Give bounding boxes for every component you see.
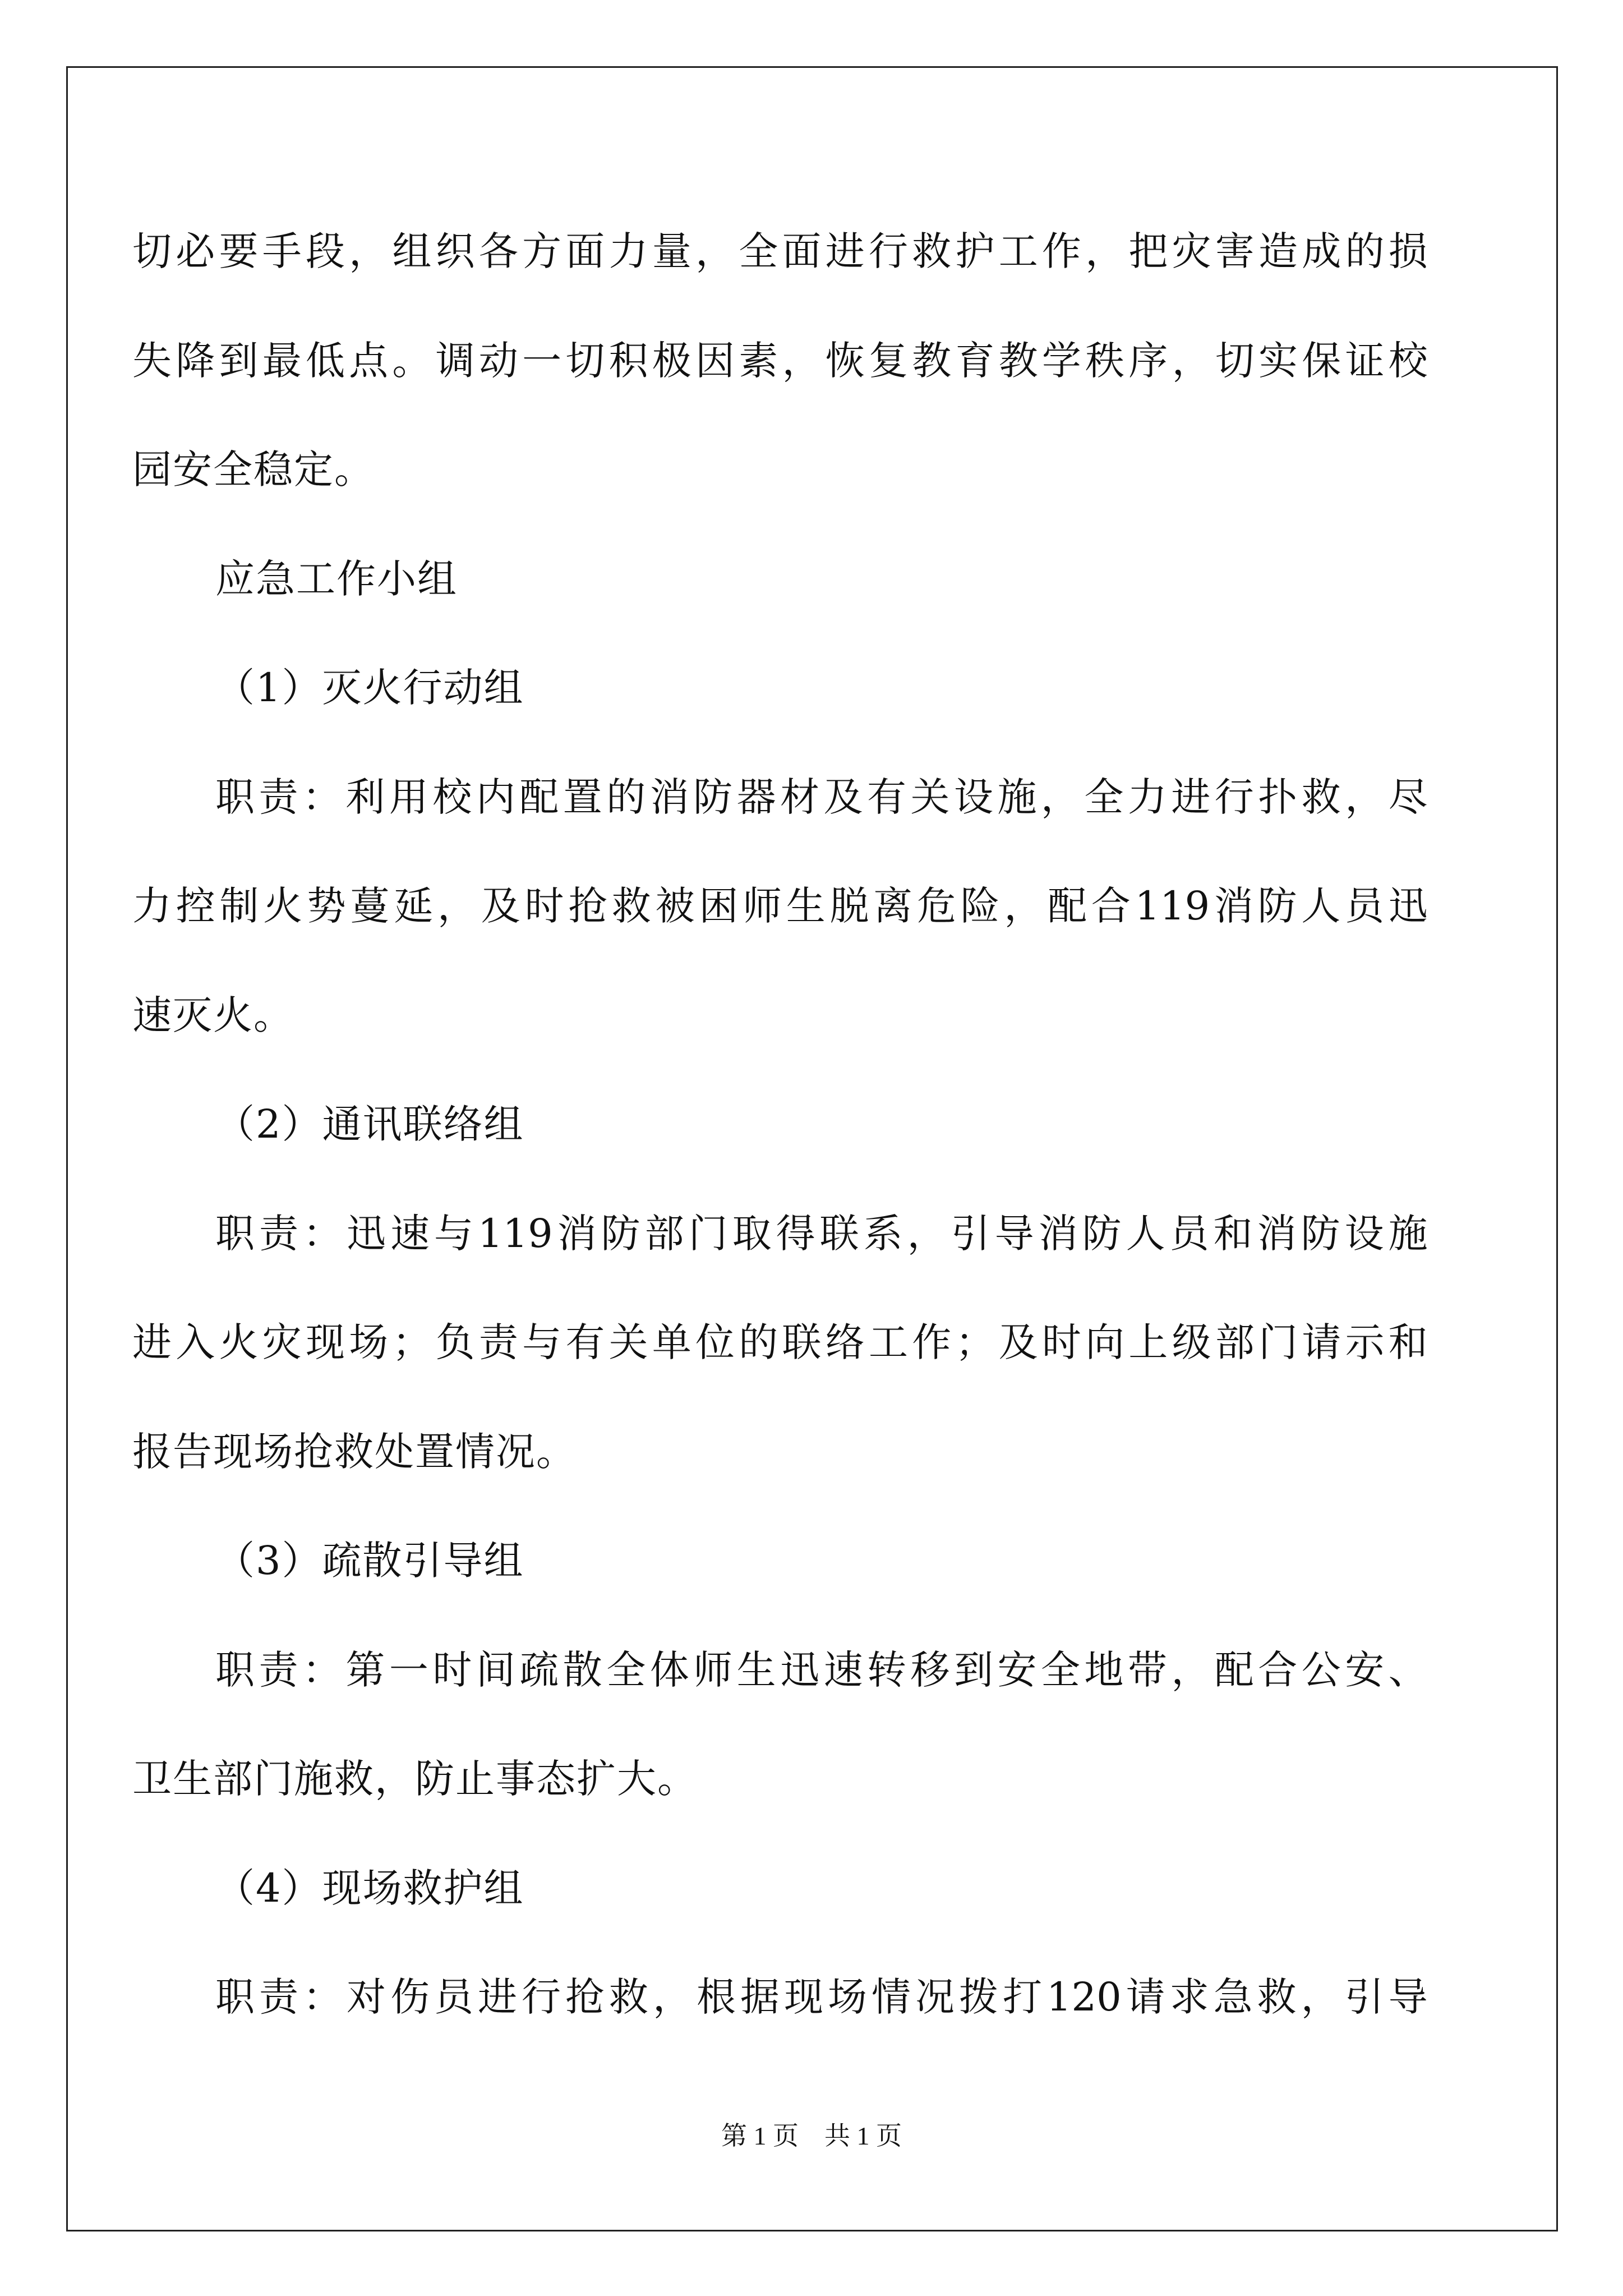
text-line: 切 必 要 手 段 ， 组 织 各 方 面 力 量 ， 全 面 进 行 救 护 工 作 ， 把 灾 害 造 成 的 损 <box>132 228 1428 274</box>
page-total: 共 1 页 <box>824 2122 902 2150</box>
text-line: 应急工作小组 <box>215 555 458 602</box>
text-line: 卫生部门施救，防止事态扩大。 <box>132 1756 698 1802</box>
text-line: （1）灭火行动组 <box>215 665 524 711</box>
text-line: 职 责 ： 第 一 时 间 疏 散 全 体 师 生 迅 速 转 移 到 安 全 地 带 ， 配 合 公 安 、 <box>215 1646 1428 1693</box>
text-line: 失 降 到 最 低 点 。 调 动 一 切 积 极 因 素 ， 恢 复 教 育 教 学 秩 序 ， 切 实 保 证 校 <box>132 337 1428 384</box>
text-line: 进 入 火 灾 现 场 ； 负 责 与 有 关 单 位 的 联 络 工 作 ； 及 时 向 上 级 部 门 请 示 和 <box>132 1319 1428 1365</box>
page-footer <box>0 2119 1623 2153</box>
text-line: 园安全稳定。 <box>132 447 375 493</box>
text-line: 力 控 制 火 势 蔓 延 ， 及 时 抢 救 被 困 师 生 脱 离 危 险 ， 配 合 119 消 防 人 员 迅 <box>132 883 1428 929</box>
text-line: 职 责 ： 对 伤 员 进 行 抢 救 ， 根 据 现 场 情 况 拨 打 120 请 求 急 救 ， 引 导 <box>215 1974 1428 2020</box>
text-line: 职 责 ： 利 用 校 内 配 置 的 消 防 器 材 及 有 关 设 施 ， 全 力 进 行 扑 救 ， 尽 <box>215 774 1428 820</box>
text-line: 报告现场抢救处置情况。 <box>132 1428 577 1475</box>
text-line: 速灭火。 <box>132 992 294 1038</box>
text-line: 职 责 ： 迅 速 与 119 消 防 部 门 取 得 联 系 ， 引 导 消 防 人 员 和 消 防 设 施 <box>215 1210 1428 1257</box>
text-line: （4）现场救护组 <box>215 1865 524 1911</box>
text-line: （2）通讯联络组 <box>215 1101 524 1147</box>
text-line: （3）疏散引导组 <box>215 1538 524 1584</box>
page-number: 第 1 页 <box>721 2122 799 2150</box>
